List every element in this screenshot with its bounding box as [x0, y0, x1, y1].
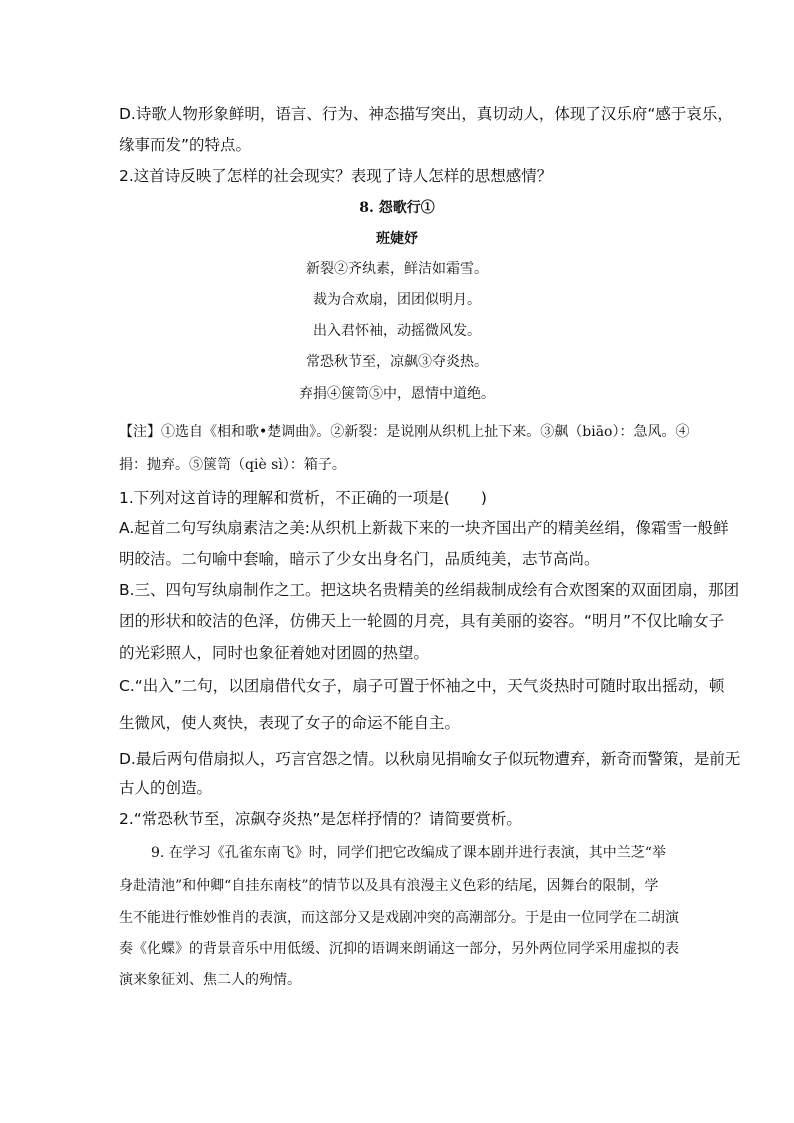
question-2-text: 2.这首诗反映了怎样的社会现实？表现了诗人怎样的思想感情？ [119, 167, 553, 185]
poem-line: 出入君怀袖，动摇微风发。 [313, 323, 481, 339]
poem-title: 8. 怨歌行① [359, 200, 435, 216]
poem-line: 裁为合欢扇，团团似明月。 [313, 292, 481, 308]
poem-note-line-1: 【注】①选自《相和歌•楚调曲》。②新裂：是说刚从织机上扯下来。③飙（biāo）：急风。④ [119, 424, 690, 440]
poem-line: 常恐秋节至，凉飙③夺炎热。 [306, 354, 488, 370]
option-d-line-2: 缘事而发”的特点。 [119, 136, 252, 154]
option-d-line-1: D.诗歌人物形象鲜明，语言、行为、神态描写突出，真切动人，体现了汉乐府“感于哀乐， [119, 105, 733, 123]
option-a-line-1: A.起首二句写纨扇素洁之美:从织机上新裁下来的一块齐国出产的精美丝绢，像霜雪一般鲜 [119, 519, 729, 537]
option-b-line-1: B.三、四句写纨扇制作之工。把这块名贵精美的丝绢裁制成绘有合欢图案的双面团扇，那团 [119, 581, 740, 599]
option-d-line-1: D.最后两句借扇拟人，巧言宫怨之情。以秋扇见捐喻女子似玩物遭弃，新奇而警策，是前无 [119, 750, 741, 768]
question-2-text: 2.“常恐秋节至，凉飙夺炎热”是怎样抒情的？请简要赏析。 [119, 810, 522, 828]
poem-line: 新裂②齐纨素，鲜洁如霜雪。 [306, 261, 488, 277]
option-a-line-2: 明皎洁。二句喻中套喻，暗示了少女出身名门，品质纯美，志节高尚。 [119, 550, 600, 568]
poem-line: 弃捐④箧笥⑤中，恩情中道绝。 [299, 386, 495, 402]
option-c-line-1: C.“出入”二句，以团扇借代女子，扇子可置于怀袖之中，天气炎热时可随时取出摇动，顿 [119, 677, 725, 695]
poem-note-line-2: 捐：抛弃。⑤箧笥（qiè sì）：箱子。 [119, 457, 346, 473]
question-9-line: 奏《化蝶》的背景音乐中用低缓、沉抑的语调来朗诵这一部分，另外两位同学采用虚拟的表 [119, 941, 679, 957]
option-c-line-2: 生微风，使人爽快，表现了女子的命运不能自主。 [119, 714, 461, 732]
question-9-line: 9. 在学习《孔雀东南飞》时，同学们把它改编成了课本剧并进行表演，其中兰芝“举 [151, 845, 666, 861]
question-1-text: 1.下列对这首诗的理解和赏析，不正确的一项是( ) [119, 489, 487, 507]
option-b-line-3: 的光彩照人，同时也象征着她对团圆的热望。 [119, 644, 430, 662]
question-9-line: 演来象征刘、焦二人的殉情。 [119, 972, 301, 988]
question-9-line: 生不能进行惟妙惟肖的表演，而这部分又是戏剧冲突的高潮部分。于是由一位同学在二胡演 [119, 910, 679, 926]
poem-author: 班婕妤 [376, 231, 418, 247]
option-d-line-2: 古人的创造。 [119, 779, 213, 797]
question-9-line: 身赴清池”和仲卿“自挂东南枝”的情节以及具有浪漫主义色彩的结尾，因舞台的限制，学 [119, 878, 659, 894]
option-b-line-2: 团的形状和皎洁的色泽，仿佛天上一轮圆的月亮，具有美丽的姿容。“明月”不仅比喻女子 [119, 612, 725, 630]
